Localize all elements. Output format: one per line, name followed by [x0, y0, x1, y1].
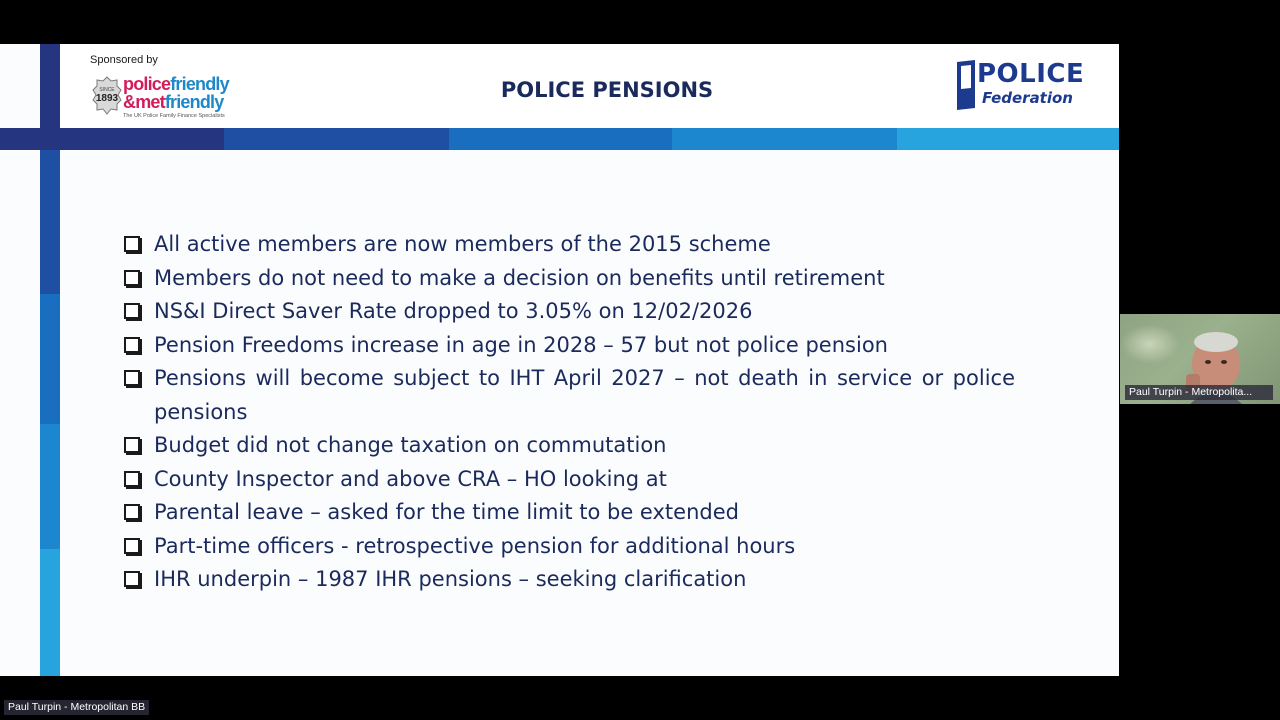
- bullet-item: [123, 295, 1015, 329]
- sponsor-label: Sponsored by: [90, 54, 158, 66]
- bullet-text: IHR underpin – 1987 IHR pensions – seeking clarification: [154, 567, 747, 591]
- policefriendly-wordmark: [123, 75, 229, 93]
- bullet-item: [123, 262, 1015, 296]
- checkbox-icon: [124, 303, 140, 319]
- bullet-text: NS&I Direct Saver Rate dropped to 3.05% on 12/02/2026: [154, 299, 753, 323]
- checkbox-icon: [124, 337, 140, 353]
- bullet-item: [123, 563, 1015, 597]
- checkbox-icon: [124, 471, 140, 487]
- police-badge-icon: [92, 76, 122, 120]
- bullet-item: [123, 530, 1015, 564]
- bullet-item: [123, 429, 1015, 463]
- checkbox-icon: [124, 270, 140, 286]
- badge-since-text: SINCE: [99, 87, 115, 93]
- bullet-text: Parental leave – asked for the time limit to be extended: [154, 500, 739, 524]
- slide-header-band: [0, 128, 1119, 150]
- bullet-text: Part-time officers - retrospective pension for additional hours: [154, 533, 796, 558]
- pf-met-text: &met: [123, 92, 165, 112]
- police-federation-logo: [955, 58, 1095, 114]
- checkbox-icon: [124, 437, 140, 453]
- bullet-text: County Inspector and above CRA – HO looking at: [154, 466, 667, 491]
- bullet-item: [123, 329, 1015, 363]
- checkbox-icon: [124, 370, 140, 386]
- checkbox-icon: [124, 538, 140, 554]
- policefriendly-tagline: The UK Police Family Finance Specialists: [123, 113, 225, 119]
- shared-slide: [0, 44, 1119, 676]
- bullet-text: All active members are now members of the 2015 scheme: [154, 232, 771, 256]
- checkbox-icon: [124, 236, 140, 252]
- presenter-name-tag: Paul Turpin - Metropolitan BB: [4, 700, 149, 715]
- pf-friendly-text-2: friendly: [164, 92, 224, 112]
- bullet-text: Budget did not change taxation on commutation: [154, 433, 667, 457]
- pf-police-text: police: [123, 74, 171, 94]
- bullet-text: Members do not need to make a decision on benefits until retirement: [154, 265, 885, 290]
- policefriendly-logo: [90, 70, 240, 122]
- federation-police-text: POLICE: [977, 59, 1085, 89]
- bullet-text: Pension Freedoms increase in age in 2028 – 57 but not police pension: [154, 332, 888, 357]
- badge-year-text: 1893: [95, 93, 119, 104]
- metfriendly-wordmark: [123, 93, 223, 111]
- participant-name-tag: Paul Turpin - Metropolita...: [1125, 385, 1273, 400]
- bullet-item: [123, 463, 1015, 497]
- slide-title: POLICE PENSIONS: [500, 78, 714, 102]
- bullet-list: [123, 228, 1015, 597]
- bullet-item: [123, 362, 1015, 429]
- bullet-text: Pensions will become subject to IHT April 2027 – not death in service or police pensions: [154, 366, 1015, 424]
- pf-friendly-text: friendly: [170, 74, 229, 94]
- bullet-item: [123, 228, 1015, 262]
- federation-word-text: Federation: [982, 89, 1073, 107]
- checkbox-icon: [124, 504, 140, 520]
- checkbox-icon: [124, 571, 140, 587]
- bullet-item: [123, 496, 1015, 530]
